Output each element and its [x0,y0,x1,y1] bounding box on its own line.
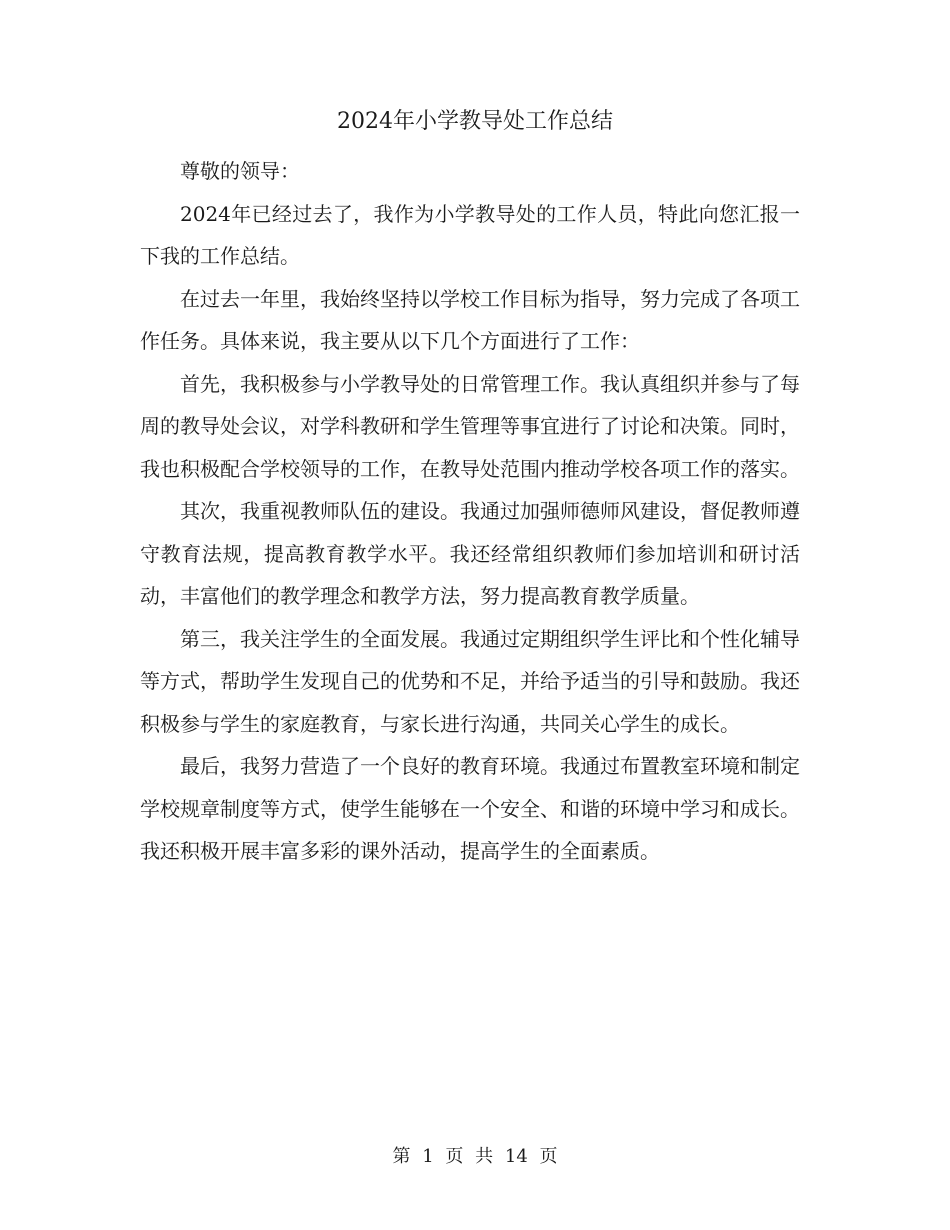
page-label-suffix: 页 [539,1146,558,1167]
page-footer [0,1142,950,1172]
current-page-number: 1 [422,1146,434,1167]
paragraph-first: 首先，我积极参与小学教导处的日常管理工作。我认真组织并参与了每周的教导处会议，对学科教研和学生管理等事宜进行了讨论和决策。同时，我也积极配合学校领导的工作，在教导处范围内推动学校各项工作的落实。 [140,371,800,481]
document-title: 2024年小学教导处工作总结 [337,109,613,134]
page-label-mid: 页 [445,1146,464,1167]
paragraph-last: 最后，我努力营造了一个良好的教育环境。我通过布置教室环境和制定学校规章制度等方式，使学生能够在一个安全、和谐的环境中学习和成长。我还积极开展丰富多彩的课外活动，提高学生的全面素质。 [140,754,800,863]
paragraph-third: 第三，我关注学生的全面发展。我通过定期组织学生评比和个性化辅导等方式，帮助学生发现自己的优势和不足，并给予适当的引导和鼓励。我还积极参与学生的家庭教育，与家长进行沟通，共同关心学生的成长。 [140,626,800,736]
page-label-prefix: 第 [392,1146,411,1167]
paragraph-overview: 在过去一年里，我始终坚持以学校工作目标为指导，努力完成了各项工作任务。具体来说，我主要从以下几个方面进行了工作： [140,286,800,353]
paragraph-second: 其次，我重视教师队伍的建设。我通过加强师德师风建设，督促教师遵守教育法规，提高教育教学水平。我还经常组织教师们参加培训和研讨活动，丰富他们的教学理念和教学方法，努力提高教育教学质量。 [140,499,800,608]
total-label: 共 [475,1146,494,1167]
salutation: 尊敬的领导： [180,159,300,183]
document-body [140,150,800,873]
total-pages-number: 14 [504,1146,528,1167]
paragraph-intro: 2024年已经过去了，我作为小学教导处的工作人员，特此向您汇报一下我的工作总结。 [140,201,800,268]
